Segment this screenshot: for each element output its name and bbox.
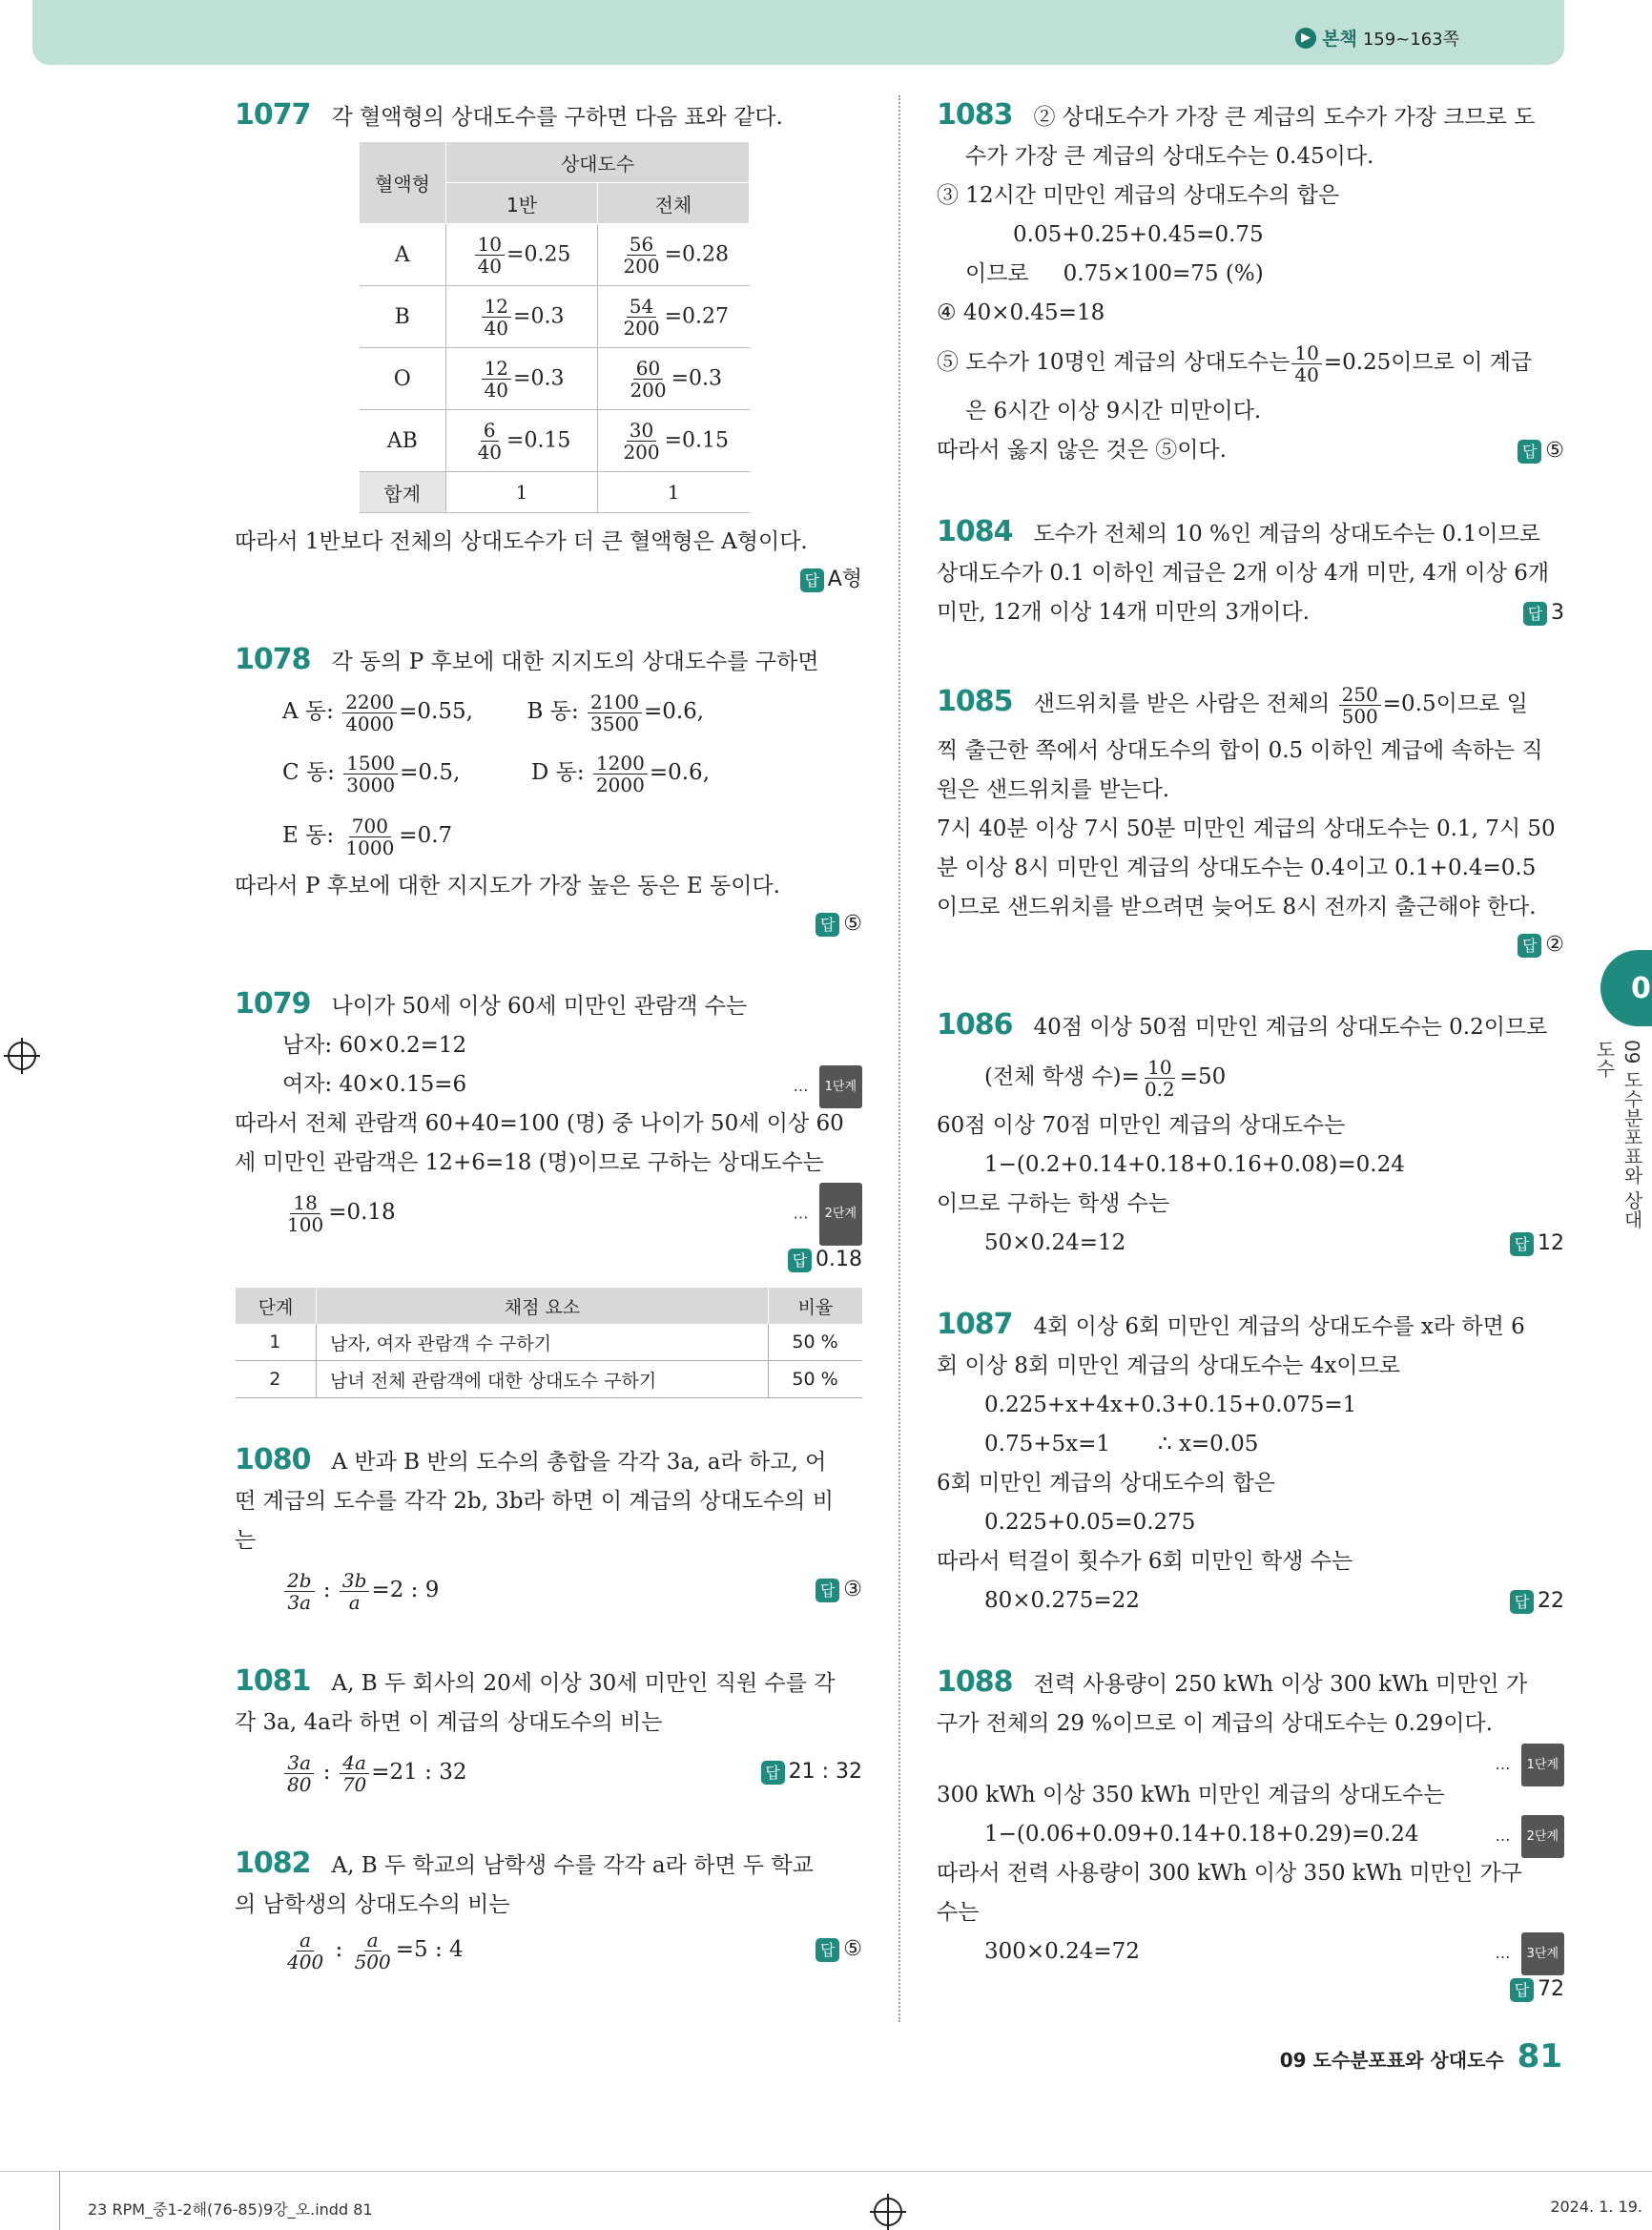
print-date: 2024. 1. 19.	[1550, 2198, 1642, 2216]
table-row: B $\frac{12}{40}$ =0.3 $\frac{54}{200}$ =0.27	[360, 286, 750, 348]
left-column	[235, 95, 862, 2016]
problem-number: 1085	[937, 685, 1013, 718]
answer: 답 22	[1510, 1581, 1564, 1621]
problem-1080: 1080 A 반과 B 반의 도수의 총합을 각각 3a, a라 하고, 어 떤 계급의 도수를 각각 2b, 3b라 하면 이 계급의 상대도수의 비 는 $\frac{2b}{3a}$ : $\frac{3b}{a}$ =2 : 9 답 ③	[235, 1440, 862, 1620]
conclusion: 따라서 1반보다 전체의 상대도수가 더 큰 혈액형은 A형이다.	[235, 529, 808, 554]
problem-number: 1077	[235, 98, 311, 132]
answer: 답 0.18	[235, 1242, 862, 1278]
problem-1085: 1085 샌드위치를 받은 사람은 전체의 $\frac{250}{500}$ =0.5이므로 일 찍 출근한 쪽에서 상대도수의 합이 0.5 이하인 계급에 속하는 직 원은 샌드위치를 받는다. 7시 40분 이상 7시 50분 미만인 계급의 상대도수는 0.1, 7시 50 분 이상 8시 미만인 계급의 상대도수는 0.4이고 0.1+0.4=0.5 이므로 샌드위치를 받으려면 늦어도 8시 전까지 출근해야 한다. 답 ②	[937, 674, 1564, 963]
registration-mark-icon	[874, 2198, 902, 2226]
problem-number: 1086	[937, 1008, 1013, 1042]
step-marker: … 2단계	[794, 1183, 862, 1246]
step-marker: … 1단계	[794, 1065, 862, 1108]
column-divider	[898, 95, 900, 2022]
formula-line: C 동: $\frac{1500}{3000}$ =0.5, D 동: $\frac{1200}{2000}$ =0.6,	[282, 751, 711, 796]
problem-number: 1082	[235, 1847, 311, 1880]
blood-type-table	[359, 141, 750, 513]
chapter-title: 09 도수분포표와 상대도수	[1279, 2049, 1504, 2072]
table-sum-row: 합계 1 1	[360, 472, 750, 513]
right-column	[937, 95, 1564, 2050]
table-row: 1 남자, 여자 관람객 수 구하기 50 %	[236, 1324, 863, 1361]
answer: 답 ⑤	[816, 1925, 862, 1974]
problem-1087: 1087 4회 이상 6회 미만인 계급의 상대도수를 x라 하면 6 회 이상 8회 미만인 계급의 상대도수는 4x이므로 0.225+x+4x+0.3+0.15+0.075=1 0.75+5x=1 ∴ x=0.05 6회 미만인 계급의 상대도수의 합은 0.225+0.05=0.275 따라서 턱걸이 횟수가 6회 미만인 학생 수는 80×0.275=22 답 22	[937, 1305, 1564, 1621]
answer: 답 3	[1523, 593, 1564, 632]
table-row: O $\frac{12}{40}$ =0.3 $\frac{60}{200}$ =0.3	[360, 348, 750, 410]
page-reference	[1295, 25, 1459, 51]
answer: 답 ⑤	[1518, 431, 1564, 470]
problem-number: 1078	[235, 643, 311, 676]
table-row: 2 남녀 전체 관람객에 대한 상대도수 구하기 50 %	[236, 1361, 863, 1398]
answer: 답 ⑤	[235, 906, 862, 942]
answer: 답 12	[1510, 1224, 1564, 1263]
problem-number: 1081	[235, 1664, 311, 1698]
step-marker: … 2단계	[1496, 1815, 1564, 1858]
trim-line	[0, 2171, 1652, 2172]
conclusion: 따라서 P 후보에 대한 지지도가 가장 높은 동은 E 동이다.	[235, 874, 780, 898]
problem-number: 1080	[235, 1443, 311, 1476]
col-header-type: 혈액형	[360, 142, 446, 224]
answer: 답 21 : 32	[761, 1743, 862, 1802]
page-range: 159~163쪽	[1362, 29, 1459, 50]
problem-number: 1084	[937, 515, 1013, 548]
header-bar	[32, 0, 1564, 65]
registration-mark-icon	[8, 1042, 36, 1070]
problem-1084: 1084 도수가 전체의 10 %인 계급의 상대도수는 0.1이므로 상대도수가 0.1 이하인 계급은 2개 이상 4개 미만, 4개 이상 6개 미만, 12개 이상 14개 미만의 3개이다. 답 3	[937, 512, 1564, 632]
grading-table: 단계 채점 요소 비율 1 남자, 여자 관람객 수 구하기 50 % 2 남녀 전체 관람객에 대한 상대도수 구하기 50 %	[235, 1288, 862, 1398]
problem-1088: 1088 전력 사용량이 250 kWh 이상 300 kWh 미만인 가 구가 전체의 29 %이므로 이 계급의 상대도수는 0.29이다. … 1단계 300 kWh 이상 350 kWh 미만인 계급의 상대도수는 1−(0.06+0.09+0.14+0.18+0.29)=0.24 … 2단계 따라서 전력 사용량이 300 kWh 이상 350 kWh 미만인 가구 수는 300×0.24=72 … 3단계 답 72	[937, 1662, 1564, 2008]
trim-line	[59, 2171, 60, 2230]
page-number: 81	[1517, 2037, 1562, 2075]
answer: 답 A형	[235, 562, 862, 598]
problem-1078: 1078 각 동의 P 후보에 대한 지지도의 상대도수를 구하면 A 동: $\frac{2200}{4000}$ =0.55, B 동: $\frac{2100}{3500}$ =0.6, C 동: $\frac{1500}{3000}$ =0.5, D 동: $\frac{1200}{2000}$ =0.6, E 동: $\frac{700}{1000}$ =0.7 따라서 P 후보에 대한 지지도가 가장 높은 동은 E 동이다. 답 ⑤	[235, 640, 862, 942]
problem-1077	[235, 95, 862, 598]
answer: 답 ③	[816, 1560, 862, 1620]
problem-1083: 1083 ② 상대도수가 가장 큰 계급의 도수가 가장 크므로 도 수가 가장 큰 계급의 상대도수는 0.45이다. ③ 12시간 미만인 계급의 상대도수의 합은 0.05+0.25+0.45=0.75 이므로 0.75×100=75 (%) ④ 40×0.45=18 ⑤ 도수가 10명인 계급의 상대도수는 $\frac{10}{40}$ =0.25이므로 이 계급 은 6시간 이상 9시간 미만이다. 따라서 옳지 않은 것은 ⑤이다. 답 ⑤	[937, 95, 1564, 470]
table-row: A $\frac{10}{40}$ =0.25 $\frac{56}{200}$ =0.28	[360, 224, 750, 286]
problem-1082: 1082 A, B 두 학교의 남학생 수를 각각 a라 하면 두 학교 의 남학생의 상대도수의 비는 $\frac{a}{400}$ : $\frac{a}{500}$ =5 : 4 답 ⑤	[235, 1847, 862, 1973]
table-row: AB $\frac{6}{40}$ =0.15 $\frac{30}{200}$ =0.15	[360, 410, 750, 472]
step-marker: … 1단계	[1496, 1744, 1564, 1786]
chapter-side-tab: 0	[1600, 950, 1652, 1026]
col-header-relative: 상대도수	[446, 142, 750, 183]
problem-number: 1083	[937, 98, 1013, 132]
problem-1086: 1086 40점 이상 50점 미만인 계급의 상대도수는 0.2이므로 (전체 학생 수)= $\frac{10}{0.2}$ =50 60점 이상 70점 미만인 계급의 상대도수는 1−(0.2+0.14+0.18+0.16+0.08)=0.24 이므로 구하는 학생 수는 50×0.24=12 답 12	[937, 1005, 1564, 1263]
page-footer	[1280, 2037, 1562, 2075]
file-slug: 23 RPM_중1-2해(76-85)9강_오.indd 81	[88, 2200, 373, 2219]
answer: 답 72	[937, 1972, 1564, 2008]
col-header-total: 전체	[598, 183, 750, 224]
problem-number: 1088	[937, 1665, 1013, 1699]
col-header-class1: 1반	[446, 183, 598, 224]
answer: 답 ②	[937, 927, 1564, 963]
book-label: 본책	[1322, 29, 1357, 50]
formula-line: E 동: $\frac{700}{1000}$ =0.7	[282, 814, 453, 859]
problem-number: 1087	[937, 1308, 1013, 1341]
side-vertical-text: 09 도수분포표와 상대도수	[1593, 1040, 1643, 1229]
formula-line: A 동: $\frac{2200}{4000}$ =0.55, B 동: $\frac{2100}{3500}$ =0.6,	[282, 690, 705, 735]
step-marker: … 3단계	[1496, 1932, 1564, 1975]
problem-1079: 1079 나이가 50세 이상 60세 미만인 관람객 수는 남자: 60×0.2=12 여자: 40×0.15=6 … 1단계 따라서 전체 관람객 60+40=100 (명) 중 나이가 50세 이상 60 세 미만인 관람객은 12+6=18 (명)이므로 구하는 상대도수는 $\frac{18}{100}$ =0.18 … 2단계 답 0.18 단계 채점 요소 비율 1 남자, 여자 관람객 수 구하기 50 % 2 남녀 전체 관람객에 대한 상대도수 구하기 50 %	[235, 984, 862, 1398]
intro-text: 각 혈액형의 상대도수를 구하면 다음 표와 같다.	[331, 105, 783, 130]
arrow-right-icon: ▶	[1295, 28, 1316, 49]
problem-number: 1079	[235, 987, 311, 1021]
problem-1081: 1081 A, B 두 회사의 20세 이상 30세 미만인 직원 수를 각 각 3a, 4a라 하면 이 계급의 상대도수의 비는 $\frac{3a}{80}$ : $\frac{4a}{70}$ =21 : 32 답 21 : 32	[235, 1662, 862, 1802]
